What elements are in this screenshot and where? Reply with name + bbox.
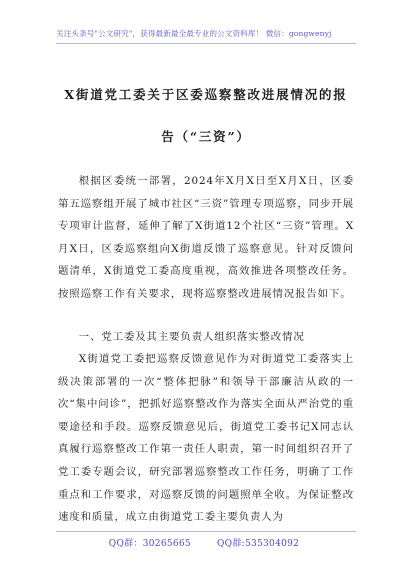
footer-qq-group-2: QQ群:535304092 xyxy=(216,539,300,549)
footer xyxy=(0,536,408,549)
footer-divider xyxy=(56,531,356,532)
header-banner: 关注头条号"公文研究"，获得最新最全最专业的公文资料库！ 微信：gongwenyj xyxy=(56,29,332,38)
body-paragraph-1: 根据区委统一部署，2024年X月X日至X月X日，区委第五巡察组开展了城市社区“三资”管理专项巡察，同步开展专项审计监督，延伸了解了X街道12个社区“三资”管理。X月X日，区委巡察组向X街道反馈了巡察意见。针对反馈问题清单，X街道党工委高度重视，高效推进各项整改任务。按照巡察工作有关要求，现将巡察整改进展情况报告如下。 xyxy=(58,175,354,300)
body-paragraph-2: X街道党工委把巡察反馈意见作为对街道党工委落实上级决策部署的一次“整体把脉”和领导干部廉洁从政的一次“集中问诊”，把抓好巡察整改作为落实全面从严治党的重要途径和手段。巡察反馈意见后，街道党工委书记X同志认真履行巡察整改工作第一责任人职责，第一时间组织召开了党工委专题会议，研究部署巡察整改工作任务，明确了工作重点和工作要求，对巡察反馈的问题照单全收。为保证整改速度和质量，成立由街道党工委主要负责人为 xyxy=(58,353,354,524)
header-divider xyxy=(56,43,356,44)
document-title: X街道党工委关于区委巡察整改进展情况的报告（“三资”） xyxy=(64,87,348,144)
footer-qq-group-1: QQ群：30265665 xyxy=(108,539,191,549)
section-heading-1: 一、党工委及其主要负责人组织落实整改情况 xyxy=(78,331,305,343)
